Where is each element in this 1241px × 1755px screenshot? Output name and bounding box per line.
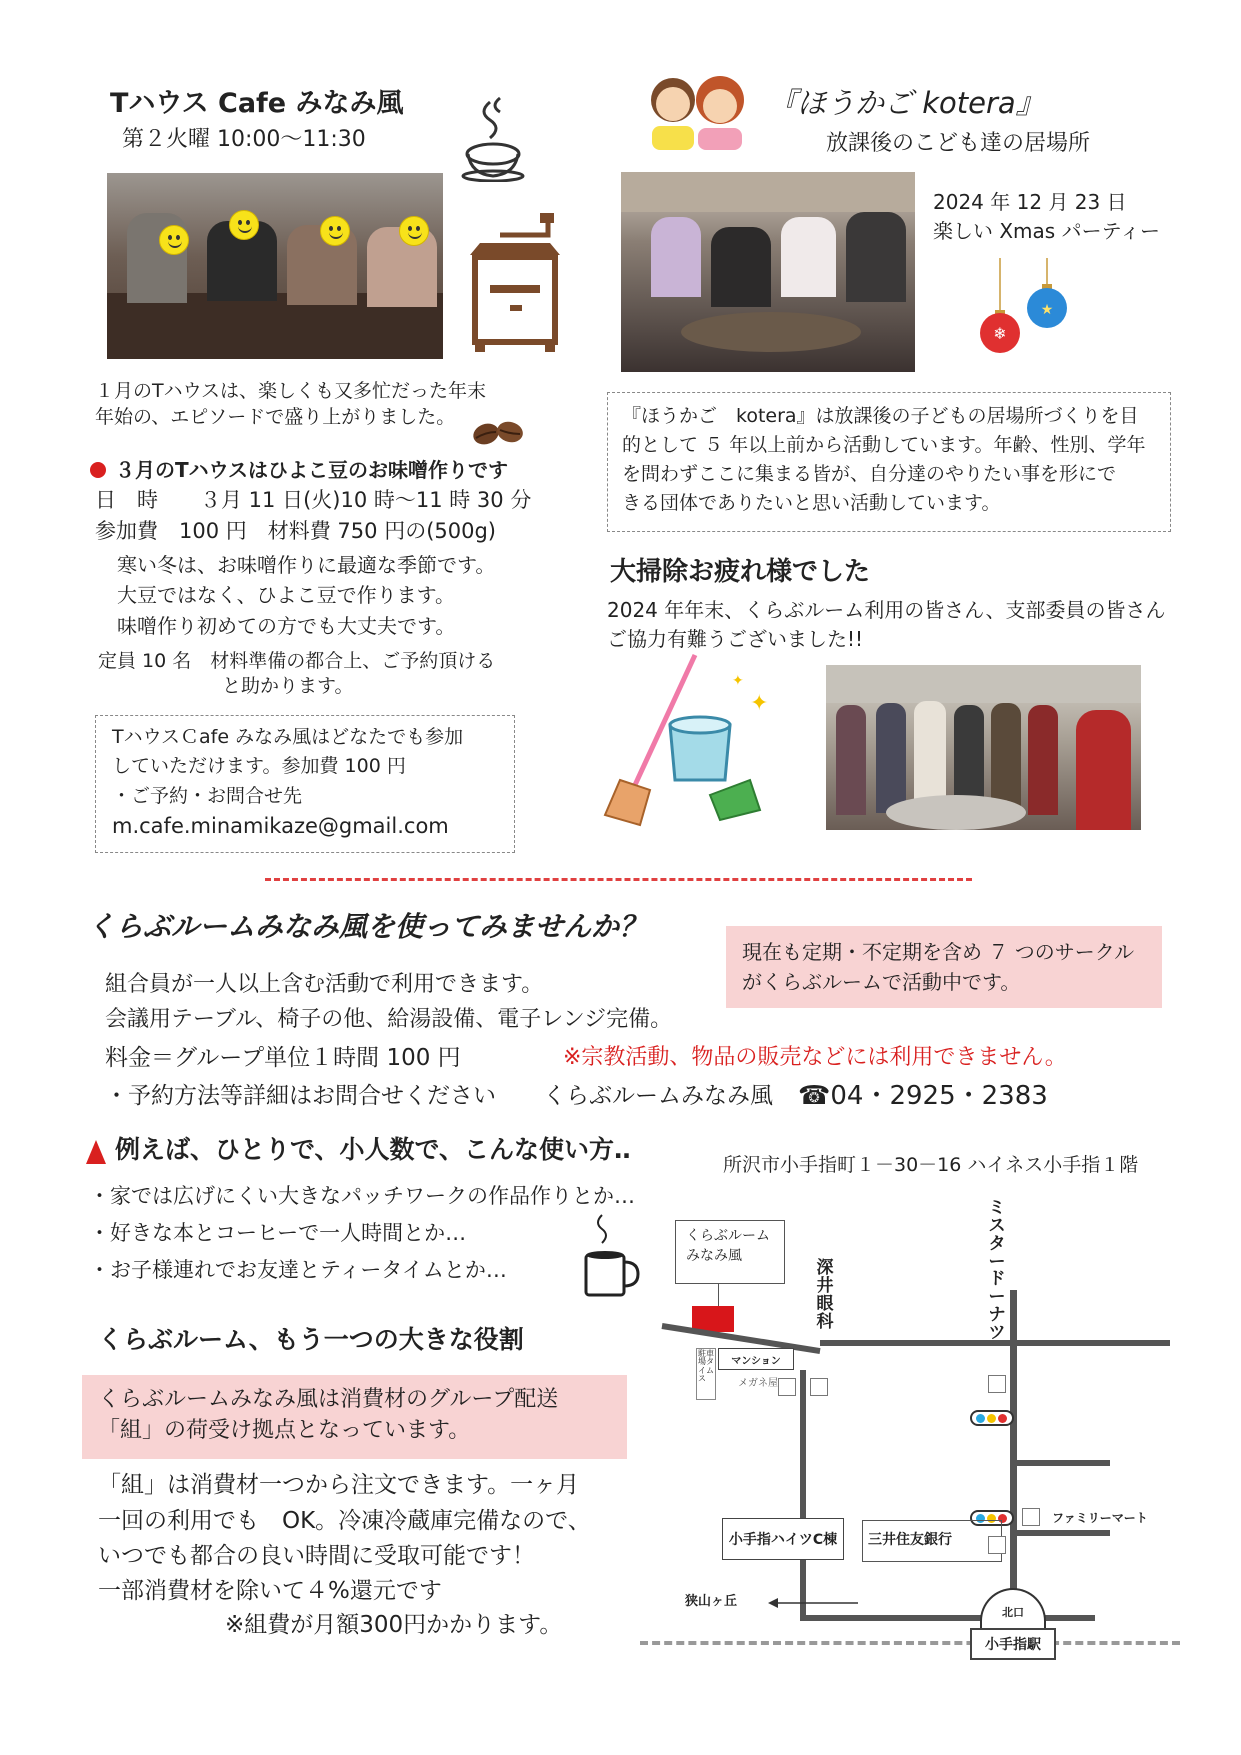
parking-label: 駐車場タイムス bbox=[698, 1349, 714, 1384]
example-line: ・好きな本とコーヒーで一人時間とか… bbox=[89, 1221, 467, 1245]
clubroom-contact-name: くらぶルームみなみ風 bbox=[543, 1083, 773, 1109]
clubroom-line: 会議用テーブル、椅子の他、給湯設備、電子レンジ完備。 bbox=[105, 1007, 673, 1032]
smiley-icon bbox=[399, 216, 429, 246]
mister-marker bbox=[988, 1375, 1006, 1393]
cafe-photo bbox=[107, 173, 443, 359]
warning-triangle-icon bbox=[86, 1140, 106, 1164]
circle-note-line: 現在も定期・不定期を含め ７ つのサークル bbox=[742, 940, 1135, 964]
svg-text:✦: ✦ bbox=[732, 673, 744, 689]
clubroom-phone[interactable]: ☎04・2925・2383 bbox=[798, 1081, 1048, 1111]
cafe-email-link[interactable]: m.cafe.minamikaze@gmail.com bbox=[112, 814, 449, 838]
road bbox=[800, 1615, 1095, 1621]
railway-line bbox=[640, 1641, 1180, 1645]
clubroom-title: くらぶルームみなみ風を使ってみませんか？ bbox=[87, 910, 648, 943]
example-line: ・お子様連れでお友達とティータイムとか… bbox=[89, 1258, 507, 1282]
smiley-icon bbox=[229, 210, 259, 240]
svg-text:❄: ❄ bbox=[993, 324, 1007, 343]
bank-marker bbox=[988, 1536, 1006, 1554]
example-line: ・家では広げにくい大きなパッチワークの作品作りとか… bbox=[89, 1184, 635, 1208]
role-line: ※組費が月額300円かかります。 bbox=[225, 1612, 563, 1638]
houkago-subtitle: 放課後のこども達の居場所 bbox=[826, 131, 1091, 156]
cafe-info-line: していただけます。参加費 100 円 bbox=[112, 755, 406, 777]
cafe-desc-line: 味噌作り初めての方でも大丈夫です。 bbox=[117, 614, 456, 638]
fukai-marker bbox=[810, 1378, 828, 1396]
houkago-date: 2024 年 12 月 23 日 bbox=[933, 190, 1127, 214]
bank-label: 三井住友銀行 bbox=[868, 1532, 952, 1548]
circle-note-line: がくらぶルームで活動中です。 bbox=[742, 970, 1021, 994]
section-divider bbox=[265, 878, 972, 881]
cleaning-tools-icon bbox=[600, 650, 780, 840]
bullet-dot-icon bbox=[90, 462, 106, 478]
callout-line: みなみ風 bbox=[686, 1248, 742, 1264]
cleaning-line: ご協力有難うございました!! bbox=[607, 627, 864, 651]
cleaning-title: 大掃除お疲れ様でした bbox=[610, 557, 871, 587]
mug-icon bbox=[580, 1210, 642, 1300]
clubroom-warning: ※宗教活動、物品の販売などには利用できません。 bbox=[563, 1045, 1067, 1070]
cafe-contact-label: ・ご予約・お問合せ先 bbox=[112, 785, 303, 807]
cafe-event-title: ３月のTハウスはひよこ豆のお味噌作りです bbox=[115, 458, 509, 482]
callout-line: くらぶルーム bbox=[686, 1228, 770, 1244]
coffee-grinder-icon bbox=[460, 205, 580, 355]
coffee-cup-icon bbox=[460, 92, 530, 182]
road bbox=[1010, 1290, 1017, 1625]
smiley-icon bbox=[320, 216, 350, 246]
cafe-capacity-line: と助かります。 bbox=[222, 675, 354, 697]
role-pink-line: 「組」の荷受け拠点となっています。 bbox=[98, 1418, 471, 1443]
cleaning-group-photo bbox=[826, 665, 1141, 830]
circle-note-box bbox=[726, 926, 1162, 1008]
svg-text:✦: ✦ bbox=[750, 691, 769, 716]
cafe-intro-line: １月のTハウスは、楽しくも又多忙だった年末 bbox=[95, 380, 487, 402]
family-mart-label: ファミリーマート bbox=[1052, 1511, 1148, 1525]
heights-label: 小手指ハイツC棟 bbox=[722, 1518, 844, 1560]
clubroom-address: 所沢市小手指町１－30－16 ハイネス小手指１階 bbox=[723, 1154, 1139, 1176]
cleaning-line: 2024 年年末、くらぶルーム利用の皆さん、支部委員の皆さん bbox=[607, 598, 1166, 622]
kotesashi-station-label: 小手指駅 bbox=[970, 1628, 1056, 1660]
megane-label: メガネ屋 bbox=[738, 1378, 778, 1389]
map bbox=[640, 1198, 1180, 1670]
role-line: 一部消費材を除いて４%還元です bbox=[98, 1578, 442, 1604]
cafe-info-line: TハウスＣafe みなみ風はどなたでも参加 bbox=[112, 726, 464, 748]
north-exit-label: 北口 bbox=[1002, 1606, 1024, 1619]
role-line: 一回の利用でも OK。冷凍冷蔵庫完備なので、 bbox=[98, 1508, 591, 1534]
fukai-eye-clinic-label: 深井眼科 bbox=[816, 1258, 834, 1332]
houkago-info-line: 『ほうかご kotera』は放課後の子どもの居場所づくりを目 bbox=[622, 405, 1139, 427]
cafe-capacity-line: 定員 10 名 材料準備の都合上、ご予約頂ける bbox=[98, 650, 496, 672]
children-illustration-icon bbox=[638, 70, 753, 152]
svg-text:★: ★ bbox=[1040, 302, 1054, 318]
megane-marker bbox=[778, 1378, 796, 1396]
arrow-left-icon bbox=[768, 1596, 858, 1610]
role-line: 「組」は消費材一つから注文できます。一ヶ月 bbox=[98, 1472, 580, 1498]
houkago-info-line: きる団体でありたいと思い活動しています。 bbox=[622, 492, 1001, 514]
family-mart-marker bbox=[1022, 1508, 1040, 1526]
road bbox=[800, 1370, 806, 1615]
cafe-desc-line: 大豆ではなく、ひよこ豆で作ります。 bbox=[117, 583, 455, 607]
coffee-beans-icon bbox=[470, 418, 526, 448]
xmas-party-photo bbox=[621, 172, 915, 372]
cafe-title: Tハウス Cafe みなみ風 bbox=[110, 88, 404, 119]
sayamagaoka-label: 狭山ヶ丘 bbox=[685, 1594, 738, 1609]
houkago-title: 『ほうかご kotera』 bbox=[768, 86, 1045, 120]
example-title: 例えば、ひとりで、小人数で、こんな使い方‥ bbox=[115, 1135, 631, 1164]
role-title: くらぶルーム、もう一つの大きな役割 bbox=[98, 1325, 524, 1354]
cafe-info-contact bbox=[112, 785, 302, 808]
houkago-party: 楽しい Xmas パーティー bbox=[933, 219, 1160, 243]
christmas-ornament-icon bbox=[972, 258, 1072, 358]
mister-donut-label: ミスタードーナツ bbox=[988, 1198, 1006, 1343]
role-line: いつでも都合の良い時間に受取可能です！ bbox=[98, 1543, 535, 1569]
road bbox=[1010, 1530, 1110, 1536]
road bbox=[1010, 1460, 1110, 1466]
clubroom-reserve: ・予約方法等詳細はお問合せください bbox=[105, 1083, 496, 1109]
cafe-schedule: 第２火曜 10:00～11:30 bbox=[122, 127, 366, 152]
cafe-intro-line: 年始の、エピソードで盛り上がりました。 bbox=[95, 406, 456, 428]
cafe-desc-line: 寒い冬は、お味噌作りに最適な季節です。 bbox=[117, 553, 496, 577]
clubroom-line: 組合員が一人以上含む活動で利用できます。 bbox=[105, 972, 544, 997]
cafe-date-line: 日 時 ３月 11 日(火)10 時～11 時 30 分 bbox=[95, 488, 532, 512]
role-pink-line: くらぶルームみなみ風は消費材のグループ配送 bbox=[98, 1387, 559, 1412]
cafe-fee-line: 参加費 100 円 材料費 750 円の(500g) bbox=[95, 519, 496, 543]
clubroom-fee: 料金＝グループ単位１時間 100 円 bbox=[105, 1045, 461, 1071]
traffic-signal-icon bbox=[970, 1410, 1014, 1426]
houkago-info-line: 的として ５ 年以上前から活動しています。年齢、性別、学年 bbox=[622, 434, 1146, 456]
smiley-icon bbox=[159, 225, 189, 255]
mansion-label: マンション bbox=[718, 1348, 794, 1370]
houkago-info-line: を問わずここに集まる皆が、自分達のやりたい事を形にで bbox=[622, 463, 1117, 485]
